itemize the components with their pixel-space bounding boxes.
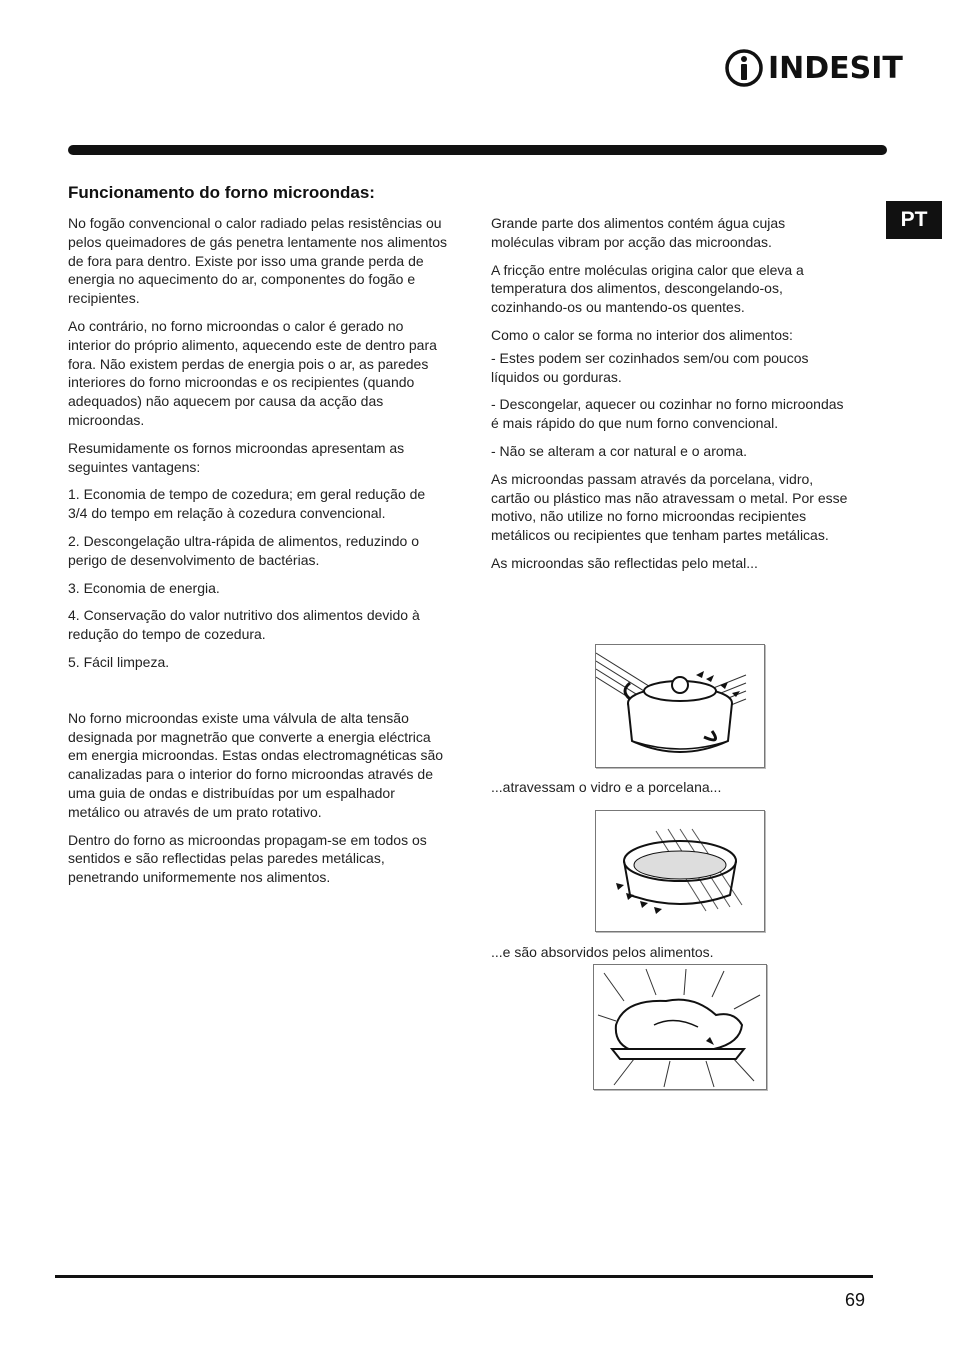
paragraph: Grande parte dos alimentos contém água cujas moléculas vibram por acção das microondas. [491, 215, 786, 250]
paragraph: As microondas passam através da porcelana, vidro, cartão ou plástico mas não atravessam o metal. Por esse motivo, não utilize no forno microondas recipientes metálicos ou recipientes que tenham partes metálicas. [491, 470, 848, 544]
advantage-item: 2. Descongelação ultra-rápida de alimentos, reduzindo o perigo de desenvolvimento de bactérias. [68, 532, 419, 568]
top-divider [68, 145, 887, 155]
advantage-item: 3. Economia de energia. [68, 579, 220, 596]
indesit-i-icon [724, 48, 764, 88]
right-column [491, 214, 851, 582]
glass-dish-illustration [596, 811, 764, 931]
paragraph: Como o calor se forma no interior dos alimentos: [491, 326, 793, 343]
advantage-item: 1. Economia de tempo de cozedura; em geral redução de 3/4 do tempo em relação à cozedura convencional. [68, 486, 426, 522]
language-tab: PT [886, 201, 942, 239]
advantage-item: 5. Fácil limpeza. [68, 653, 170, 670]
paragraph: Dentro do forno as microondas propagam-se em todos os sentidos e são reflectidas pelas paredes metálicas, penetrando uniformemente nos alimentos. [68, 831, 427, 886]
advantage-item: 4. Conservação do valor nutritivo dos alimentos devido à redução do tempo de cozedura. [68, 607, 420, 643]
left-column [68, 214, 448, 896]
roast-chicken-illustration [594, 965, 766, 1089]
indesit-logo [724, 46, 903, 90]
page-title: Funcionamento do forno microondas: [68, 183, 375, 202]
glass-dish-figure [595, 810, 765, 932]
metal-pot-illustration [596, 645, 764, 767]
paragraph: Resumidamente os fornos microondas apresentam as seguintes vantagens: [68, 439, 405, 475]
list-item: - Não se alteram a cor natural e o aroma. [491, 442, 748, 459]
paragraph: No forno microondas existe uma válvula de alta tensão designada por magnetrão que converte a energia eléctrica em energia microondas. Estas ondas electromagnéticas são canalizadas para o interior do forno microondas através de uma guia de ondas e distribuídas por um espalhador metálico ou através de um prato rotativo. [68, 709, 444, 820]
figure-caption: ...atravessam o vidro e a porcelana... [491, 779, 722, 795]
list-item: - Estes podem ser cozinhados sem/ou com poucos líquidos ou gorduras. [491, 349, 809, 385]
paragraph: A fricção entre moléculas origina calor que eleva a temperatura dos alimentos, descongelando-os, cozinhando-os ou mantendo-os quentes. [491, 261, 804, 316]
figure-caption: ...e são absorvidos pelos alimentos. [491, 944, 714, 960]
metal-pot-figure [595, 644, 765, 768]
paragraph: Ao contrário, no forno microondas o calor é gerado no interior do próprio alimento, aquecendo este de dentro para fora. Não existem perdas de energia pois o ar, as paredes interiores do forno microondas e os recipientes (quando adequados) não aquecem por causa da acção das microondas. [68, 317, 437, 428]
food-figure [593, 964, 767, 1090]
paragraph: As microondas são reflectidas pelo metal... [491, 554, 758, 571]
brand-name: INDESIT [768, 50, 903, 86]
bottom-divider [55, 1275, 873, 1278]
list-item: - Descongelar, aquecer ou cozinhar no forno microondas é mais rápido do que num forno convencional. [491, 396, 844, 432]
page-number: 69 [845, 1290, 866, 1310]
paragraph: No fogão convencional o calor radiado pelas resistências ou pelos queimadores de gás penetra lentamente nos alimentos de fora para dentro. Existe por isso uma grande perda de energia no aquecimento do ar, componentes do fogão e recipientes. [68, 215, 448, 307]
